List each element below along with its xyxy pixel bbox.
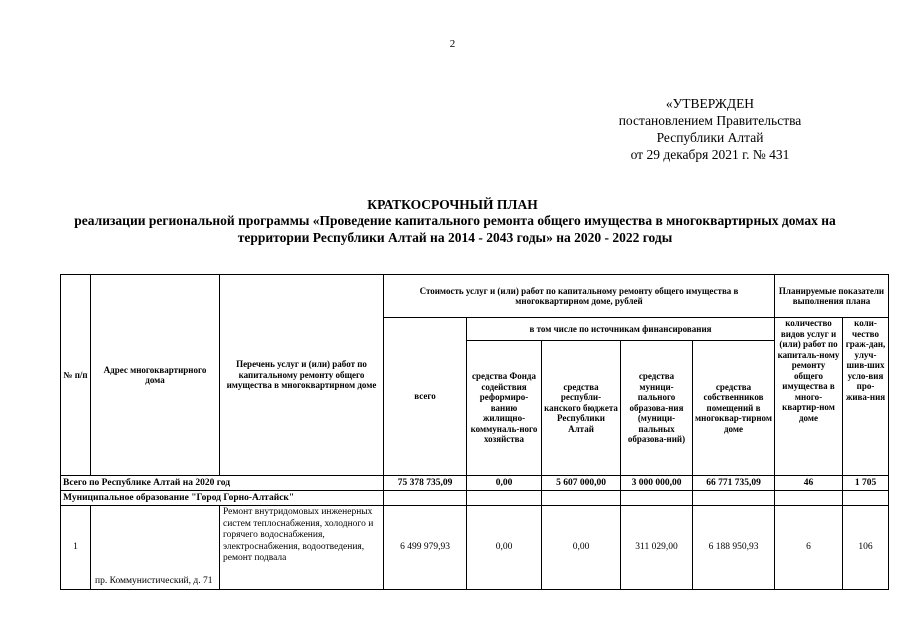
header-row-1 [61, 275, 889, 318]
header-fund: средства Фонда содействия реформиро-ванию жилищно-коммуналь-ного хозяйства [467, 341, 542, 476]
approval-stamp [560, 95, 860, 163]
row-num: 1 [61, 506, 91, 590]
row-total: 6 499 979,93 [384, 506, 467, 590]
header-indicators-group: Планируемые показатели выполнения плана [775, 275, 889, 318]
header-count-citizens: коли-чество граж-дан, улуч-шив-ших усло-вия про-жива-ния [843, 318, 889, 476]
total-count-citizens: 1 705 [843, 476, 889, 491]
row-municipal: 311 029,00 [621, 506, 693, 590]
approval-line-2: постановлением Правительства [618, 113, 802, 128]
header-count-services: количество видов услуг и (или) работ по капиталь-ному ремонту общего имущества в много-квартир-ном доме [775, 318, 843, 476]
page-number: 2 [449, 38, 456, 50]
approval-line-3: Республики Алтай [656, 130, 764, 145]
total-republic: 5 607 000,00 [542, 476, 621, 491]
row-services: Ремонт внутридомовых инженерных систем теплоснабжения, холодного и горячего водоснабжения, электроснабжения, водоотведения, ремонт подвала [220, 506, 384, 590]
table-row [61, 506, 889, 590]
header-owners: средства собственников помещений в многоквар-тирном доме [693, 341, 775, 476]
document-title: КРАТКОСРОЧНЫЙ ПЛАН [367, 197, 538, 212]
total-owners: 66 771 735,09 [693, 476, 775, 491]
row-owners: 6 188 950,93 [693, 506, 775, 590]
row-count-citizens: 106 [843, 506, 889, 590]
header-total: всего [384, 318, 467, 476]
header-services: Перечень услуг и (или) работ по капитальному ремонту общего имущества в многоквартирном доме [220, 275, 384, 476]
header-cost-group: Стоимость услуг и (или) работ по капитальному ремонту общего имущества в многоквартирном доме, рублей [384, 275, 775, 318]
approval-line-1: «УТВЕРЖДЕН [665, 96, 755, 111]
approval-line-4: от 29 декабря 2021 г. № 431 [630, 147, 790, 162]
row-count-services: 6 [775, 506, 843, 590]
total-label: Всего по Республике Алтай на 2020 год [61, 476, 384, 491]
header-address: Адрес многоквартирного дома [91, 275, 220, 476]
total-sum: 75 378 735,09 [384, 476, 467, 491]
document-subtitle: реализации региональной программы «Проведение капитального ремонта общего имущества в многоквартирных домах на территории Республики Алтай на 2014 - 2043 годы» на 2020 - 2022 годы [74, 213, 836, 245]
header-republic: средства республи-канского бюджета Республики Алтай [542, 341, 621, 476]
total-fund: 0,00 [467, 476, 542, 491]
row-fund: 0,00 [467, 506, 542, 590]
municipality-label: Муниципальное образование "Город Горно-Алтайск" [61, 491, 384, 506]
total-row [61, 476, 889, 491]
plan-table [60, 274, 889, 590]
total-count-services: 46 [775, 476, 843, 491]
header-municipal: средства муници-пального образова-ния (муници-пальных образова-ний) [621, 341, 693, 476]
header-num: № п/п [61, 275, 91, 476]
total-municipal: 3 000 000,00 [621, 476, 693, 491]
row-republic: 0,00 [542, 506, 621, 590]
municipality-row [61, 491, 889, 506]
header-sources-group: в том числе по источникам финансирования [467, 318, 775, 341]
row-address: пр. Коммунистический, д. 71 [95, 575, 213, 586]
row-address-cell [91, 506, 220, 590]
